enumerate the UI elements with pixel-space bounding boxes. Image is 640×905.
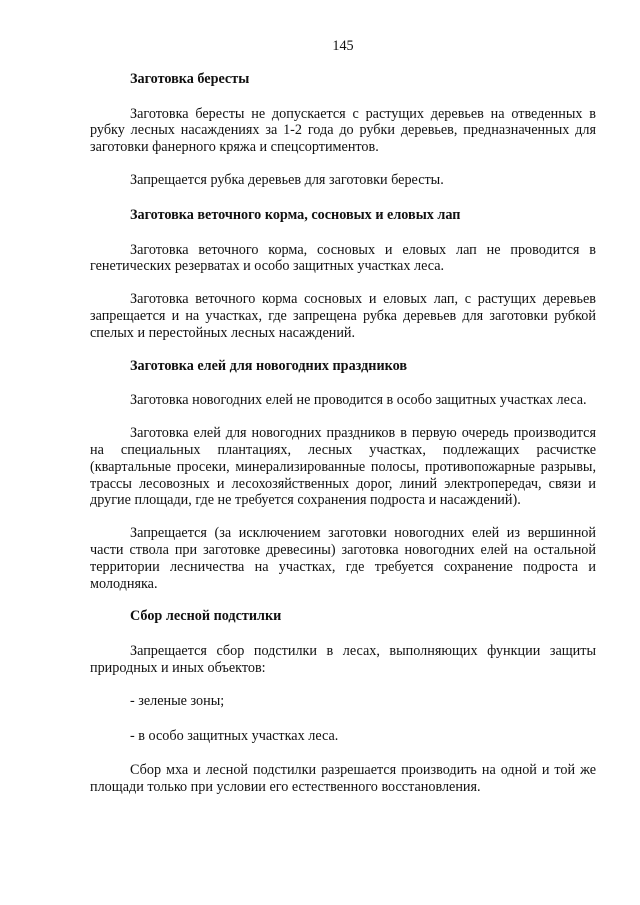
paragraph: Запрещается (за исключением заготовки новогодних елей из вершинной части ствола при заготовке древесины) заготовка новогодних елей на остальной территории лесничества на участках, где требуется сохранение подроста и молодняка. <box>90 525 596 592</box>
paragraph: Заготовка бересты не допускается с растущих деревьев на отведенных в рубку лесных насаждениях за 1-2 года до рубки деревьев, предназначенных для заготовки фанерного кряжа и спецсортиментов. <box>90 105 596 156</box>
section-heading-forest-litter: Сбор лесной подстилки <box>130 608 282 625</box>
paragraph: Запрещается сбор подстилки в лесах, выполняющих функции защиты природных и иных объектов: <box>90 643 596 676</box>
section-heading-new-year-trees: Заготовка елей для новогодних праздников <box>130 357 408 374</box>
paragraph: Запрещается рубка деревьев для заготовки бересты. <box>130 171 444 188</box>
paragraph: Заготовка новогодних елей не проводится в особо защитных участках леса. <box>130 392 587 409</box>
list-item: - в особо защитных участках леса. <box>130 727 339 744</box>
paragraph: Заготовка веточного корма, сосновых и еловых лап не проводится в генетических резерватах и особо защитных участках леса. <box>90 241 596 275</box>
section-heading-branch-feed: Заготовка веточного корма, сосновых и еловых лап <box>130 206 461 223</box>
paragraph: Заготовка веточного корма сосновых и еловых лап, с растущих деревьев запрещается и на участках, где запрещена рубка деревьев для заготовки рубкой спелых и перестойных лесных насаждений. <box>90 291 596 341</box>
paragraph: Заготовка елей для новогодних праздников в первую очередь производится на специальных плантациях, лесных участках, подлежащих расчистке (квартальные просеки, минерализированные полосы, противопожарные разрывы, трассы лесовозных и лесохозяйственных дорог, линий электропередач, связи и другие площади, где не требуется сохранения подроста и насаждений). <box>90 425 596 509</box>
paragraph: Сбор мха и лесной подстилки разрешается производить на одной и той же площади только при условии его естественного восстановления. <box>90 762 596 796</box>
section-heading-birch-bark: Заготовка бересты <box>130 70 250 87</box>
page-number: 145 <box>332 38 354 54</box>
list-item: - зеленые зоны; <box>130 692 225 709</box>
document-page <box>90 38 596 812</box>
